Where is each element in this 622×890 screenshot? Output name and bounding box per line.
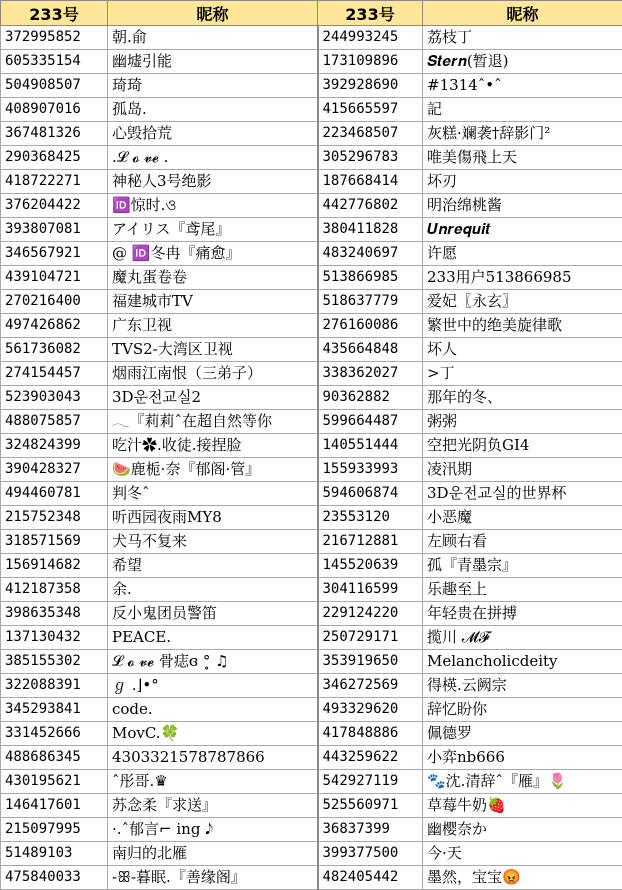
cell-id-right[interactable]: 173109896 [318,50,423,74]
cell-id-right[interactable]: 140551444 [318,434,423,458]
cell-id-right[interactable]: 435664848 [318,338,423,362]
cell-nickname-right[interactable]: 灰糕·斓袭†辞影门² [423,122,622,146]
table-row [1,74,622,98]
cell-nickname-right[interactable]: 3D운전교실的世界杯 [423,482,622,506]
table-body [1,26,622,890]
cell-id-right[interactable]: 599664487 [318,410,423,434]
cell-id-left[interactable]: 385155302 [1,650,108,674]
cell-id-right[interactable]: 353919650 [318,650,423,674]
cell-id-left[interactable]: 523903043 [1,386,108,410]
cell-nickname-left[interactable]: 南归的北雁 [108,842,318,866]
cell-nickname-right[interactable]: 小弈nb666 [423,746,622,770]
cell-id-right[interactable]: 518637779 [318,290,423,314]
cell-nickname-left[interactable]: ·.ˆ郁言⌐ ing 𝅘𝅥𝅮 [108,818,318,842]
table-row [1,434,622,458]
cell-id-right[interactable]: 23553120 [318,506,423,530]
cell-id-left[interactable]: 494460781 [1,482,108,506]
cell-id-left[interactable]: 418722271 [1,170,108,194]
cell-id-left[interactable]: 346567921 [1,242,108,266]
table-row [1,554,622,578]
cell-nickname-right[interactable]: 🐾沈.清辞ˆ『雁』🌷 [423,770,622,794]
cell-nickname-left[interactable]: 希望 [108,554,318,578]
cell-id-right[interactable]: 346272569 [318,674,423,698]
table-row [1,650,622,674]
cell-id-right[interactable]: 223468507 [318,122,423,146]
cell-nickname-right[interactable]: 左顾右看 [423,530,622,554]
table-row [1,626,622,650]
cell-id-left[interactable]: 475840033 [1,866,108,890]
table-row [1,98,622,122]
table-row [1,122,622,146]
cell-nickname-right[interactable]: 乐趣至上 [423,578,622,602]
cell-id-left[interactable]: 146417601 [1,794,108,818]
cell-nickname-left[interactable]: MovC.🍀 [108,722,318,746]
cell-nickname-left[interactable]: 听西园夜雨MY8 [108,506,318,530]
cell-id-right[interactable]: 513866985 [318,266,423,290]
table-row [1,146,622,170]
cell-id-left[interactable]: 215752348 [1,506,108,530]
table-row [1,578,622,602]
cell-nickname-right[interactable]: Melancholicdeity [423,650,622,674]
header-id-left[interactable]: 233号 [1,1,108,26]
cell-nickname-left[interactable]: 判冬ˆ [108,482,318,506]
cell-id-right[interactable]: 36837399 [318,818,423,842]
cell-id-left[interactable]: 345293841 [1,698,108,722]
table-row [1,50,622,74]
cell-id-right[interactable]: 229124220 [318,602,423,626]
cell-nickname-right[interactable]: 空把光阴负GI4 [423,434,622,458]
cell-id-left[interactable]: 156914682 [1,554,108,578]
cell-id-left[interactable]: 372995852 [1,26,108,50]
cell-nickname-left[interactable]: 🆔惊时.ও [108,194,318,218]
cell-id-right[interactable]: 145520639 [318,554,423,578]
cell-id-left[interactable]: 488075857 [1,410,108,434]
table-row [1,794,622,818]
cell-id-left[interactable]: 376204422 [1,194,108,218]
cell-id-left[interactable]: 398635348 [1,602,108,626]
cell-id-right[interactable]: 250729171 [318,626,423,650]
cell-id-left[interactable]: 605335154 [1,50,108,74]
table-row [1,506,622,530]
cell-id-right[interactable]: 542927119 [318,770,423,794]
cell-id-right[interactable]: 493329620 [318,698,423,722]
cell-nickname-right[interactable]: 孤『青墨宗』 [423,554,622,578]
cell-nickname-left[interactable]: 3D운전교실2 [108,386,318,410]
cell-id-left[interactable]: 215097995 [1,818,108,842]
cell-nickname-right[interactable]: 繁世中的绝美旋律歌 [423,314,622,338]
table-row [1,722,622,746]
cell-id-right[interactable]: 483240697 [318,242,423,266]
cell-id-right[interactable]: 338362027 [318,362,423,386]
cell-nickname-right[interactable]: 唯美傷飛上天 [423,146,622,170]
cell-nickname-right[interactable]: 揽川 𝓜𝓕 [423,626,622,650]
cell-nickname-left[interactable]: 4303321578787866 [108,746,318,770]
cell-id-right[interactable]: 399377500 [318,842,423,866]
cell-id-left[interactable]: 561736082 [1,338,108,362]
table-row [1,410,622,434]
cell-id-left[interactable]: 439104721 [1,266,108,290]
cell-id-left[interactable]: 390428327 [1,458,108,482]
cell-nickname-left[interactable]: code. [108,698,318,722]
table-row [1,482,622,506]
table-row [1,242,622,266]
cell-nickname-left[interactable]: 琦琦 [108,74,318,98]
cell-nickname-right[interactable]: 爱妃〖永玄〗 [423,290,622,314]
cell-id-right[interactable]: 380411828 [318,218,423,242]
cell-id-left[interactable]: 367481326 [1,122,108,146]
table-row [1,866,622,890]
cell-nickname-left[interactable]: TVS2-大湾区卫视 [108,338,318,362]
cell-nickname-right[interactable]: 得楧.云阙宗 [423,674,622,698]
table-row [1,698,622,722]
cell-id-left[interactable]: 318571569 [1,530,108,554]
cell-nickname-left[interactable]: アイリス『鸢尾』 [108,218,318,242]
cell-nickname-left[interactable]: .𝓛 𝓸 𝓿𝓮 . [108,146,318,170]
cell-nickname-right[interactable]: 墨然，宝宝😡 [423,866,622,890]
table-row [1,26,622,50]
cell-id-right[interactable]: 187668414 [318,170,423,194]
table-row [1,530,622,554]
cell-id-right[interactable]: 305296783 [318,146,423,170]
cell-nickname-left[interactable]: @ 🆔冬冉『痛愈』 [108,242,318,266]
cell-id-right[interactable]: 392928690 [318,74,423,98]
table-row [1,362,622,386]
header-nickname-right[interactable]: 昵称 [423,1,622,26]
cell-id-left[interactable]: 497426862 [1,314,108,338]
cell-nickname-right[interactable]: 幽樱奈か [423,818,622,842]
cell-id-right[interactable]: 415665597 [318,98,423,122]
cell-nickname-right[interactable]: 明治绵桃酱 [423,194,622,218]
cell-nickname-left[interactable]: 孤岛. [108,98,318,122]
cell-nickname-right[interactable]: 许愿 [423,242,622,266]
cell-nickname-left[interactable]: 🍉鹿栀·奈『郁阁·管』 [108,458,318,482]
cell-id-left[interactable]: 322088391 [1,674,108,698]
cell-id-right[interactable]: 442776802 [318,194,423,218]
table-row [1,170,622,194]
table-row [1,266,622,290]
cell-nickname-left[interactable]: 神秘人3号绝影 [108,170,318,194]
cell-nickname-left[interactable]: PEACE. [108,626,318,650]
cell-nickname-right[interactable]: 記 [423,98,622,122]
cell-id-right[interactable]: 244993245 [318,26,423,50]
table-row [1,602,622,626]
cell-nickname-right[interactable]: 𝑼𝒏𝒓𝒆𝒒𝒖𝒊𝒕 [423,218,622,242]
cell-nickname-right[interactable]: 草莓牛奶🍓 [423,794,622,818]
cell-nickname-left[interactable]: 福建城市TV [108,290,318,314]
cell-id-right[interactable]: 417848886 [318,722,423,746]
table-row [1,194,622,218]
cell-nickname-right[interactable]: 凌汛期 [423,458,622,482]
cell-nickname-right[interactable]: 辞忆盼你 [423,698,622,722]
cell-nickname-left[interactable]: 魔丸蛋卷卷 [108,266,318,290]
cell-nickname-left[interactable]: 烟雨江南恨（三弟子） [108,362,318,386]
cell-id-left[interactable]: 137130432 [1,626,108,650]
cell-id-left[interactable]: 488686345 [1,746,108,770]
cell-nickname-left[interactable]: 苏念柔『求送』 [108,794,318,818]
cell-id-left[interactable]: 412187358 [1,578,108,602]
cell-id-left[interactable]: 290368425 [1,146,108,170]
cell-nickname-left[interactable]: 幽墟引能 [108,50,318,74]
cell-nickname-left[interactable]: 𓂃『莉莉ˆ在超自然等你 [108,410,318,434]
cell-nickname-right[interactable]: 粥粥 [423,410,622,434]
cell-id-left[interactable]: 430195621 [1,770,108,794]
cell-nickname-right[interactable]: >丁 [423,362,622,386]
cell-id-right[interactable]: 482405442 [318,866,423,890]
table-row [1,314,622,338]
cell-nickname-left[interactable]: 朝.俞 [108,26,318,50]
cell-id-right[interactable]: 443259622 [318,746,423,770]
cell-id-right[interactable]: 304116599 [318,578,423,602]
cell-nickname-left[interactable]: 心毁拾荒 [108,122,318,146]
cell-id-right[interactable]: 155933993 [318,458,423,482]
cell-nickname-left[interactable]: 余. [108,578,318,602]
cell-nickname-left[interactable]: ˆ彤哥.♛ [108,770,318,794]
header-row [1,1,622,26]
cell-id-left[interactable]: 274154457 [1,362,108,386]
table-row [1,458,622,482]
cell-nickname-right[interactable]: 𝑺𝒕𝒆𝒓𝒏(暂退) [423,50,622,74]
table-row [1,818,622,842]
table-row [1,338,622,362]
cell-nickname-right[interactable]: 坏人 [423,338,622,362]
table-row [1,746,622,770]
cell-nickname-right[interactable]: 那年的冬、 [423,386,622,410]
cell-nickname-right[interactable]: 坏刃 [423,170,622,194]
cell-nickname-right[interactable]: 年轻贵在拼搏 [423,602,622,626]
cell-nickname-left[interactable]: ℊ .⌋•° [108,674,318,698]
table-row [1,770,622,794]
cell-nickname-left[interactable]: -ꕥ-暮眠.『善缘阁』 [108,866,318,890]
cell-nickname-left[interactable]: 反小鬼团员警笛 [108,602,318,626]
cell-nickname-right[interactable]: 荔枝丁 [423,26,622,50]
cell-id-left[interactable]: 270216400 [1,290,108,314]
table-row [1,674,622,698]
cell-id-left[interactable]: 51489103 [1,842,108,866]
cell-id-right[interactable]: 216712881 [318,530,423,554]
table-row [1,386,622,410]
cell-nickname-left[interactable]: 𝓛 𝓸 𝓿𝓮 骨痣ɞ °̥ ♫ [108,650,318,674]
cell-nickname-left[interactable]: 广东卫视 [108,314,318,338]
cell-nickname-left[interactable]: 吃汁✿.收徒.接捏脸 [108,434,318,458]
table-row [1,218,622,242]
cell-id-right[interactable]: 276160086 [318,314,423,338]
cell-id-left[interactable]: 504908507 [1,74,108,98]
cell-id-left[interactable]: 393807081 [1,218,108,242]
cell-nickname-right[interactable]: 佩德罗 [423,722,622,746]
cell-id-right[interactable]: 90362882 [318,386,423,410]
cell-id-left[interactable]: 408907016 [1,98,108,122]
cell-nickname-right[interactable]: 233用户513866985 [423,266,622,290]
cell-nickname-right[interactable]: 小恶魔 [423,506,622,530]
cell-id-right[interactable]: 525560971 [318,794,423,818]
header-nickname-left[interactable]: 昵称 [108,1,318,26]
cell-nickname-right[interactable]: #1314ˆ•ˆ [423,74,622,98]
table-row [1,290,622,314]
cell-nickname-left[interactable]: 犬马不复来 [108,530,318,554]
header-id-right[interactable]: 233号 [318,1,423,26]
table-row [1,842,622,866]
cell-id-right[interactable]: 594606874 [318,482,423,506]
cell-id-left[interactable]: 324824399 [1,434,108,458]
cell-nickname-right[interactable]: 今·天 [423,842,622,866]
cell-id-left[interactable]: 331452666 [1,722,108,746]
